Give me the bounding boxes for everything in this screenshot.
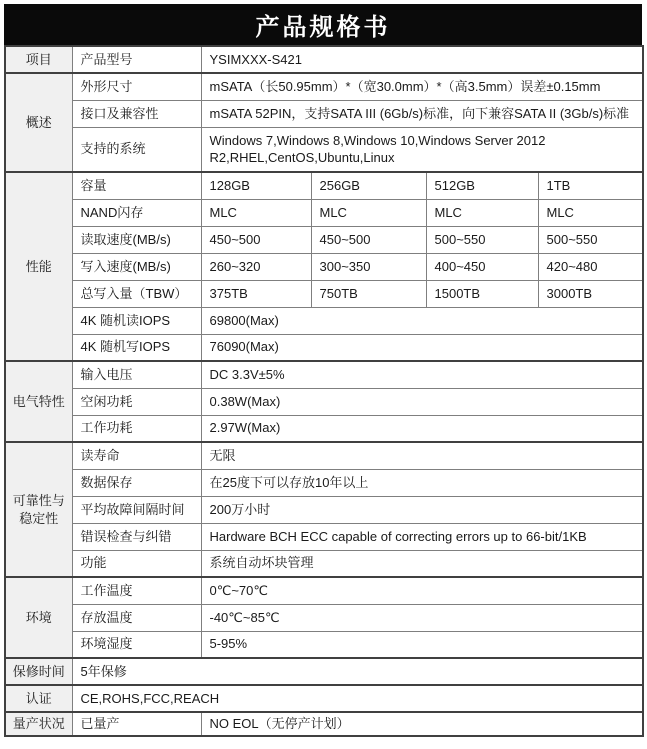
spec-value: 450~500 [311, 226, 426, 253]
spec-label: 输入电压 [72, 361, 201, 388]
table-row [5, 442, 643, 469]
spec-value: 0℃~70℃ [201, 577, 643, 604]
spec-value: 375TB [201, 280, 311, 307]
spec-label: 容量 [72, 172, 201, 199]
spec-value: MLC [538, 199, 643, 226]
spec-label: 平均故障间隔时间 [72, 496, 201, 523]
table-row [5, 388, 643, 415]
table-row [5, 469, 643, 496]
spec-value: CE,ROHS,FCC,REACH [72, 685, 643, 712]
table-row [5, 172, 643, 199]
spec-label: 总写入量（TBW） [72, 280, 201, 307]
spec-value: Windows 7,Windows 8,Windows 10,Windows Server 2012 R2,RHEL,CentOS,Ubuntu,Linux [201, 127, 643, 172]
spec-label: 接口及兼容性 [72, 100, 201, 127]
page-title: 产品规格书 [255, 14, 391, 41]
spec-value: 系统自动坏块管理 [201, 550, 643, 577]
spec-label: 4K 随机读IOPS [72, 307, 201, 334]
spec-value: 500~550 [538, 226, 643, 253]
section-label-item: 项目 [5, 46, 72, 73]
section-label-warranty: 保修时间 [5, 658, 72, 685]
table-row [5, 73, 643, 100]
spec-label: 读寿命 [72, 442, 201, 469]
spec-value: 200万小时 [201, 496, 643, 523]
spec-label: 已量产 [72, 712, 201, 736]
spec-table [4, 45, 644, 737]
spec-value: MLC [426, 199, 538, 226]
table-row [5, 523, 643, 550]
spec-value: Hardware BCH ECC capable of correcting errors up to 66-bit/1KB [201, 523, 643, 550]
table-row [5, 604, 643, 631]
table-row [5, 307, 643, 334]
spec-label: 产品型号 [72, 46, 201, 73]
spec-value: NO EOL（无停产计划） [201, 712, 643, 736]
sheet-header [4, 4, 642, 45]
spec-label: 功能 [72, 550, 201, 577]
spec-value: YSIMXXX-S421 [201, 46, 643, 73]
spec-label: 读取速度(MB/s) [72, 226, 201, 253]
spec-value: 260~320 [201, 253, 311, 280]
spec-value: 512GB [426, 172, 538, 199]
section-label-reliability: 可靠性与稳定性 [5, 442, 72, 577]
table-row [5, 577, 643, 604]
spec-value: 69800(Max) [201, 307, 643, 334]
table-row [5, 550, 643, 577]
table-row [5, 415, 643, 442]
table-row [5, 127, 643, 172]
spec-value: 5-95% [201, 631, 643, 658]
spec-value: 1TB [538, 172, 643, 199]
spec-value: 无限 [201, 442, 643, 469]
table-row [5, 361, 643, 388]
spec-value: 76090(Max) [201, 334, 643, 361]
spec-value: DC 3.3V±5% [201, 361, 643, 388]
table-row [5, 100, 643, 127]
section-label-overview: 概述 [5, 73, 72, 172]
spec-label: 外形尺寸 [72, 73, 201, 100]
section-label-environment: 环境 [5, 577, 72, 658]
spec-value: -40℃~85℃ [201, 604, 643, 631]
table-row [5, 334, 643, 361]
spec-value: 420~480 [538, 253, 643, 280]
table-row [5, 226, 643, 253]
table-row [5, 46, 643, 73]
spec-label: 环境湿度 [72, 631, 201, 658]
spec-value: 128GB [201, 172, 311, 199]
spec-label: 支持的系统 [72, 127, 201, 172]
spec-label: 空闲功耗 [72, 388, 201, 415]
spec-value: 450~500 [201, 226, 311, 253]
spec-value: mSATA（长50.95mm）*（宽30.0mm）*（高3.5mm）误差±0.15mm [201, 73, 643, 100]
table-row [5, 199, 643, 226]
spec-label: 工作温度 [72, 577, 201, 604]
spec-value: MLC [201, 199, 311, 226]
spec-value: 在25度下可以存放10年以上 [201, 469, 643, 496]
spec-value: 0.38W(Max) [201, 388, 643, 415]
spec-label: 存放温度 [72, 604, 201, 631]
spec-label: 4K 随机写IOPS [72, 334, 201, 361]
table-row [5, 631, 643, 658]
table-row [5, 685, 643, 712]
table-row [5, 280, 643, 307]
spec-label: 写入速度(MB/s) [72, 253, 201, 280]
table-row [5, 658, 643, 685]
spec-value: 5年保修 [72, 658, 643, 685]
section-label-performance: 性能 [5, 172, 72, 361]
table-row [5, 253, 643, 280]
spec-value: 256GB [311, 172, 426, 199]
spec-label: 工作功耗 [72, 415, 201, 442]
spec-value: mSATA 52PIN，支持SATA III (6Gb/s)标准，向下兼容SATA II (3Gb/s)标准 [201, 100, 643, 127]
spec-value: 2.97W(Max) [201, 415, 643, 442]
spec-label: 数据保存 [72, 469, 201, 496]
spec-value: MLC [311, 199, 426, 226]
spec-sheet [4, 4, 642, 737]
spec-label: 错误检查与纠错 [72, 523, 201, 550]
spec-value: 3000TB [538, 280, 643, 307]
spec-value: 1500TB [426, 280, 538, 307]
table-row [5, 712, 643, 736]
spec-value: 300~350 [311, 253, 426, 280]
spec-value: 750TB [311, 280, 426, 307]
spec-label: NAND闪存 [72, 199, 201, 226]
section-label-electrical: 电气特性 [5, 361, 72, 442]
spec-value: 500~550 [426, 226, 538, 253]
spec-value: 400~450 [426, 253, 538, 280]
section-label-certification: 认证 [5, 685, 72, 712]
table-row [5, 496, 643, 523]
section-label-production-status: 量产状况 [5, 712, 72, 736]
